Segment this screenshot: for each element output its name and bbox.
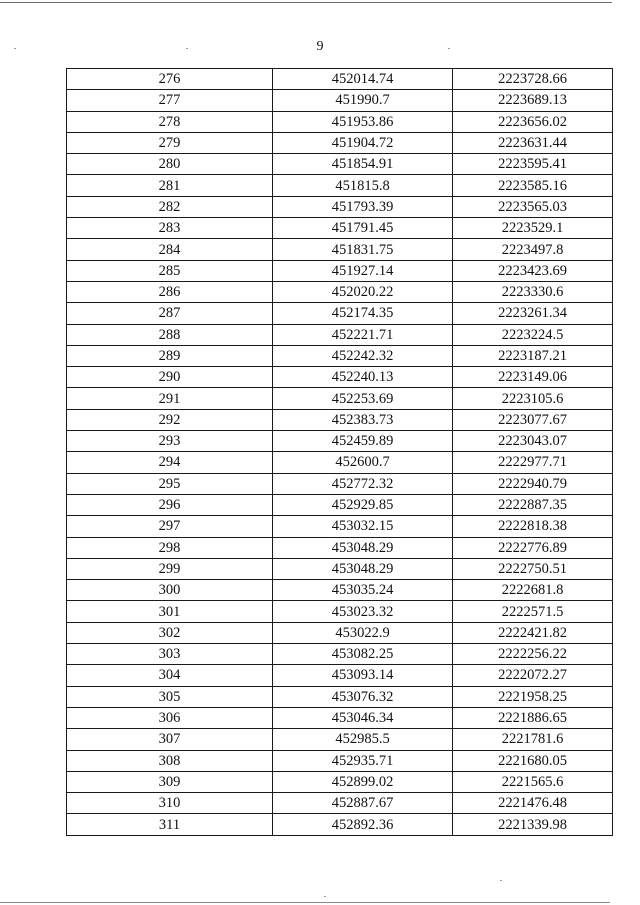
x-coordinate-cell: 453023.32 [273, 601, 453, 622]
x-coordinate-cell: 452174.35 [273, 303, 453, 324]
point-number-cell: 278 [67, 111, 273, 132]
table-row [67, 644, 613, 665]
scan-speck [448, 48, 450, 49]
table-row [67, 324, 613, 345]
x-coordinate-cell: 452020.22 [273, 281, 453, 302]
point-number-cell: 298 [67, 537, 273, 558]
y-coordinate-cell: 2223656.02 [453, 111, 613, 132]
y-coordinate-cell: 2223043.07 [453, 431, 613, 452]
y-coordinate-cell: 2222776.89 [453, 537, 613, 558]
scan-speck [500, 880, 502, 881]
table-row [67, 473, 613, 494]
x-coordinate-cell: 452459.89 [273, 431, 453, 452]
y-coordinate-cell: 2222571.5 [453, 601, 613, 622]
x-coordinate-cell: 451791.45 [273, 218, 453, 239]
bottom-border-line [0, 902, 610, 903]
point-number-cell: 305 [67, 686, 273, 707]
table-row [67, 537, 613, 558]
table-row [67, 132, 613, 153]
table-row [67, 90, 613, 111]
y-coordinate-cell: 2223187.21 [453, 345, 613, 366]
y-coordinate-cell: 2221958.25 [453, 686, 613, 707]
point-number-cell: 309 [67, 771, 273, 792]
point-number-cell: 283 [67, 218, 273, 239]
x-coordinate-cell: 451927.14 [273, 260, 453, 281]
y-coordinate-cell: 2222256.22 [453, 644, 613, 665]
point-number-cell: 302 [67, 622, 273, 643]
page-number: 9 [316, 39, 324, 54]
point-number-cell: 287 [67, 303, 273, 324]
y-coordinate-cell: 2223105.6 [453, 388, 613, 409]
table-row [67, 707, 613, 728]
table-row [67, 793, 613, 814]
x-coordinate-cell: 451953.86 [273, 111, 453, 132]
x-coordinate-cell: 452600.7 [273, 452, 453, 473]
table-row [67, 431, 613, 452]
point-number-cell: 290 [67, 367, 273, 388]
y-coordinate-cell: 2223585.16 [453, 175, 613, 196]
y-coordinate-cell: 2221781.6 [453, 729, 613, 750]
table-row [67, 239, 613, 260]
y-coordinate-cell: 2222887.35 [453, 494, 613, 515]
table-row [67, 218, 613, 239]
point-number-cell: 293 [67, 431, 273, 452]
table-row [67, 516, 613, 537]
point-number-cell: 299 [67, 558, 273, 579]
table-row [67, 452, 613, 473]
x-coordinate-cell: 453032.15 [273, 516, 453, 537]
y-coordinate-cell: 2221886.65 [453, 707, 613, 728]
point-number-cell: 285 [67, 260, 273, 281]
point-number-cell: 300 [67, 580, 273, 601]
point-number-cell: 280 [67, 154, 273, 175]
table-row [67, 558, 613, 579]
top-border-line [0, 2, 612, 3]
x-coordinate-cell: 451831.75 [273, 239, 453, 260]
point-number-cell: 277 [67, 90, 273, 111]
x-coordinate-cell: 452887.67 [273, 793, 453, 814]
table-row [67, 69, 613, 90]
point-number-cell: 297 [67, 516, 273, 537]
y-coordinate-cell: 2222818.38 [453, 516, 613, 537]
y-coordinate-cell: 2223423.69 [453, 260, 613, 281]
table-row [67, 729, 613, 750]
point-number-cell: 284 [67, 239, 273, 260]
y-coordinate-cell: 2221565.6 [453, 771, 613, 792]
x-coordinate-cell: 452899.02 [273, 771, 453, 792]
y-coordinate-cell: 2223261.34 [453, 303, 613, 324]
y-coordinate-cell: 2223689.13 [453, 90, 613, 111]
point-number-cell: 276 [67, 69, 273, 90]
point-number-cell: 308 [67, 750, 273, 771]
point-number-cell: 281 [67, 175, 273, 196]
x-coordinate-cell: 452253.69 [273, 388, 453, 409]
point-number-cell: 288 [67, 324, 273, 345]
x-coordinate-cell: 452772.32 [273, 473, 453, 494]
scan-speck [14, 48, 16, 49]
point-number-cell: 279 [67, 132, 273, 153]
point-number-cell: 291 [67, 388, 273, 409]
point-number-cell: 304 [67, 665, 273, 686]
point-number-cell: 301 [67, 601, 273, 622]
table-row [67, 388, 613, 409]
table-row [67, 196, 613, 217]
x-coordinate-cell: 453048.29 [273, 537, 453, 558]
point-number-cell: 294 [67, 452, 273, 473]
y-coordinate-cell: 2221339.98 [453, 814, 613, 835]
point-number-cell: 292 [67, 409, 273, 430]
x-coordinate-cell: 452383.73 [273, 409, 453, 430]
x-coordinate-cell: 451990.7 [273, 90, 453, 111]
y-coordinate-cell: 2223595.41 [453, 154, 613, 175]
x-coordinate-cell: 451815.8 [273, 175, 453, 196]
table-row [67, 665, 613, 686]
table-row [67, 154, 613, 175]
point-number-cell: 296 [67, 494, 273, 515]
y-coordinate-cell: 2222750.51 [453, 558, 613, 579]
table-row [67, 601, 613, 622]
table-row [67, 345, 613, 366]
point-number-cell: 311 [67, 814, 273, 835]
x-coordinate-cell: 452985.5 [273, 729, 453, 750]
point-number-cell: 306 [67, 707, 273, 728]
y-coordinate-cell: 2222072.27 [453, 665, 613, 686]
scan-speck [324, 896, 326, 897]
x-coordinate-cell: 452014.74 [273, 69, 453, 90]
x-coordinate-cell: 452935.71 [273, 750, 453, 771]
y-coordinate-cell: 2223224.5 [453, 324, 613, 345]
y-coordinate-cell: 2221476.48 [453, 793, 613, 814]
x-coordinate-cell: 453035.24 [273, 580, 453, 601]
y-coordinate-cell: 2222977.71 [453, 452, 613, 473]
y-coordinate-cell: 2222421.82 [453, 622, 613, 643]
table-row [67, 814, 613, 835]
y-coordinate-cell: 2223077.67 [453, 409, 613, 430]
table-row [67, 367, 613, 388]
x-coordinate-cell: 453046.34 [273, 707, 453, 728]
point-number-cell: 295 [67, 473, 273, 494]
x-coordinate-cell: 451854.91 [273, 154, 453, 175]
x-coordinate-cell: 453048.29 [273, 558, 453, 579]
x-coordinate-cell: 452242.32 [273, 345, 453, 366]
coordinates-table [66, 68, 613, 836]
x-coordinate-cell: 452892.36 [273, 814, 453, 835]
y-coordinate-cell: 2223728.66 [453, 69, 613, 90]
table-row [67, 260, 613, 281]
y-coordinate-cell: 2223631.44 [453, 132, 613, 153]
y-coordinate-cell: 2223330.6 [453, 281, 613, 302]
y-coordinate-cell: 2222681.8 [453, 580, 613, 601]
point-number-cell: 289 [67, 345, 273, 366]
x-coordinate-cell: 452240.13 [273, 367, 453, 388]
point-number-cell: 303 [67, 644, 273, 665]
x-coordinate-cell: 453093.14 [273, 665, 453, 686]
table-row [67, 281, 613, 302]
y-coordinate-cell: 2223529.1 [453, 218, 613, 239]
x-coordinate-cell: 453022.9 [273, 622, 453, 643]
point-number-cell: 286 [67, 281, 273, 302]
table-row [67, 580, 613, 601]
x-coordinate-cell: 453076.32 [273, 686, 453, 707]
x-coordinate-cell: 452221.71 [273, 324, 453, 345]
coordinates-table-body [67, 69, 613, 836]
x-coordinate-cell: 451904.72 [273, 132, 453, 153]
y-coordinate-cell: 2222940.79 [453, 473, 613, 494]
table-row [67, 771, 613, 792]
x-coordinate-cell: 451793.39 [273, 196, 453, 217]
table-row [67, 175, 613, 196]
y-coordinate-cell: 2221680.05 [453, 750, 613, 771]
y-coordinate-cell: 2223565.03 [453, 196, 613, 217]
table-row [67, 686, 613, 707]
table-row [67, 750, 613, 771]
y-coordinate-cell: 2223149.06 [453, 367, 613, 388]
table-row [67, 111, 613, 132]
table-row [67, 622, 613, 643]
table-row [67, 409, 613, 430]
table-row [67, 494, 613, 515]
scan-speck [186, 48, 188, 49]
x-coordinate-cell: 453082.25 [273, 644, 453, 665]
table-row [67, 303, 613, 324]
point-number-cell: 282 [67, 196, 273, 217]
point-number-cell: 307 [67, 729, 273, 750]
x-coordinate-cell: 452929.85 [273, 494, 453, 515]
point-number-cell: 310 [67, 793, 273, 814]
y-coordinate-cell: 2223497.8 [453, 239, 613, 260]
